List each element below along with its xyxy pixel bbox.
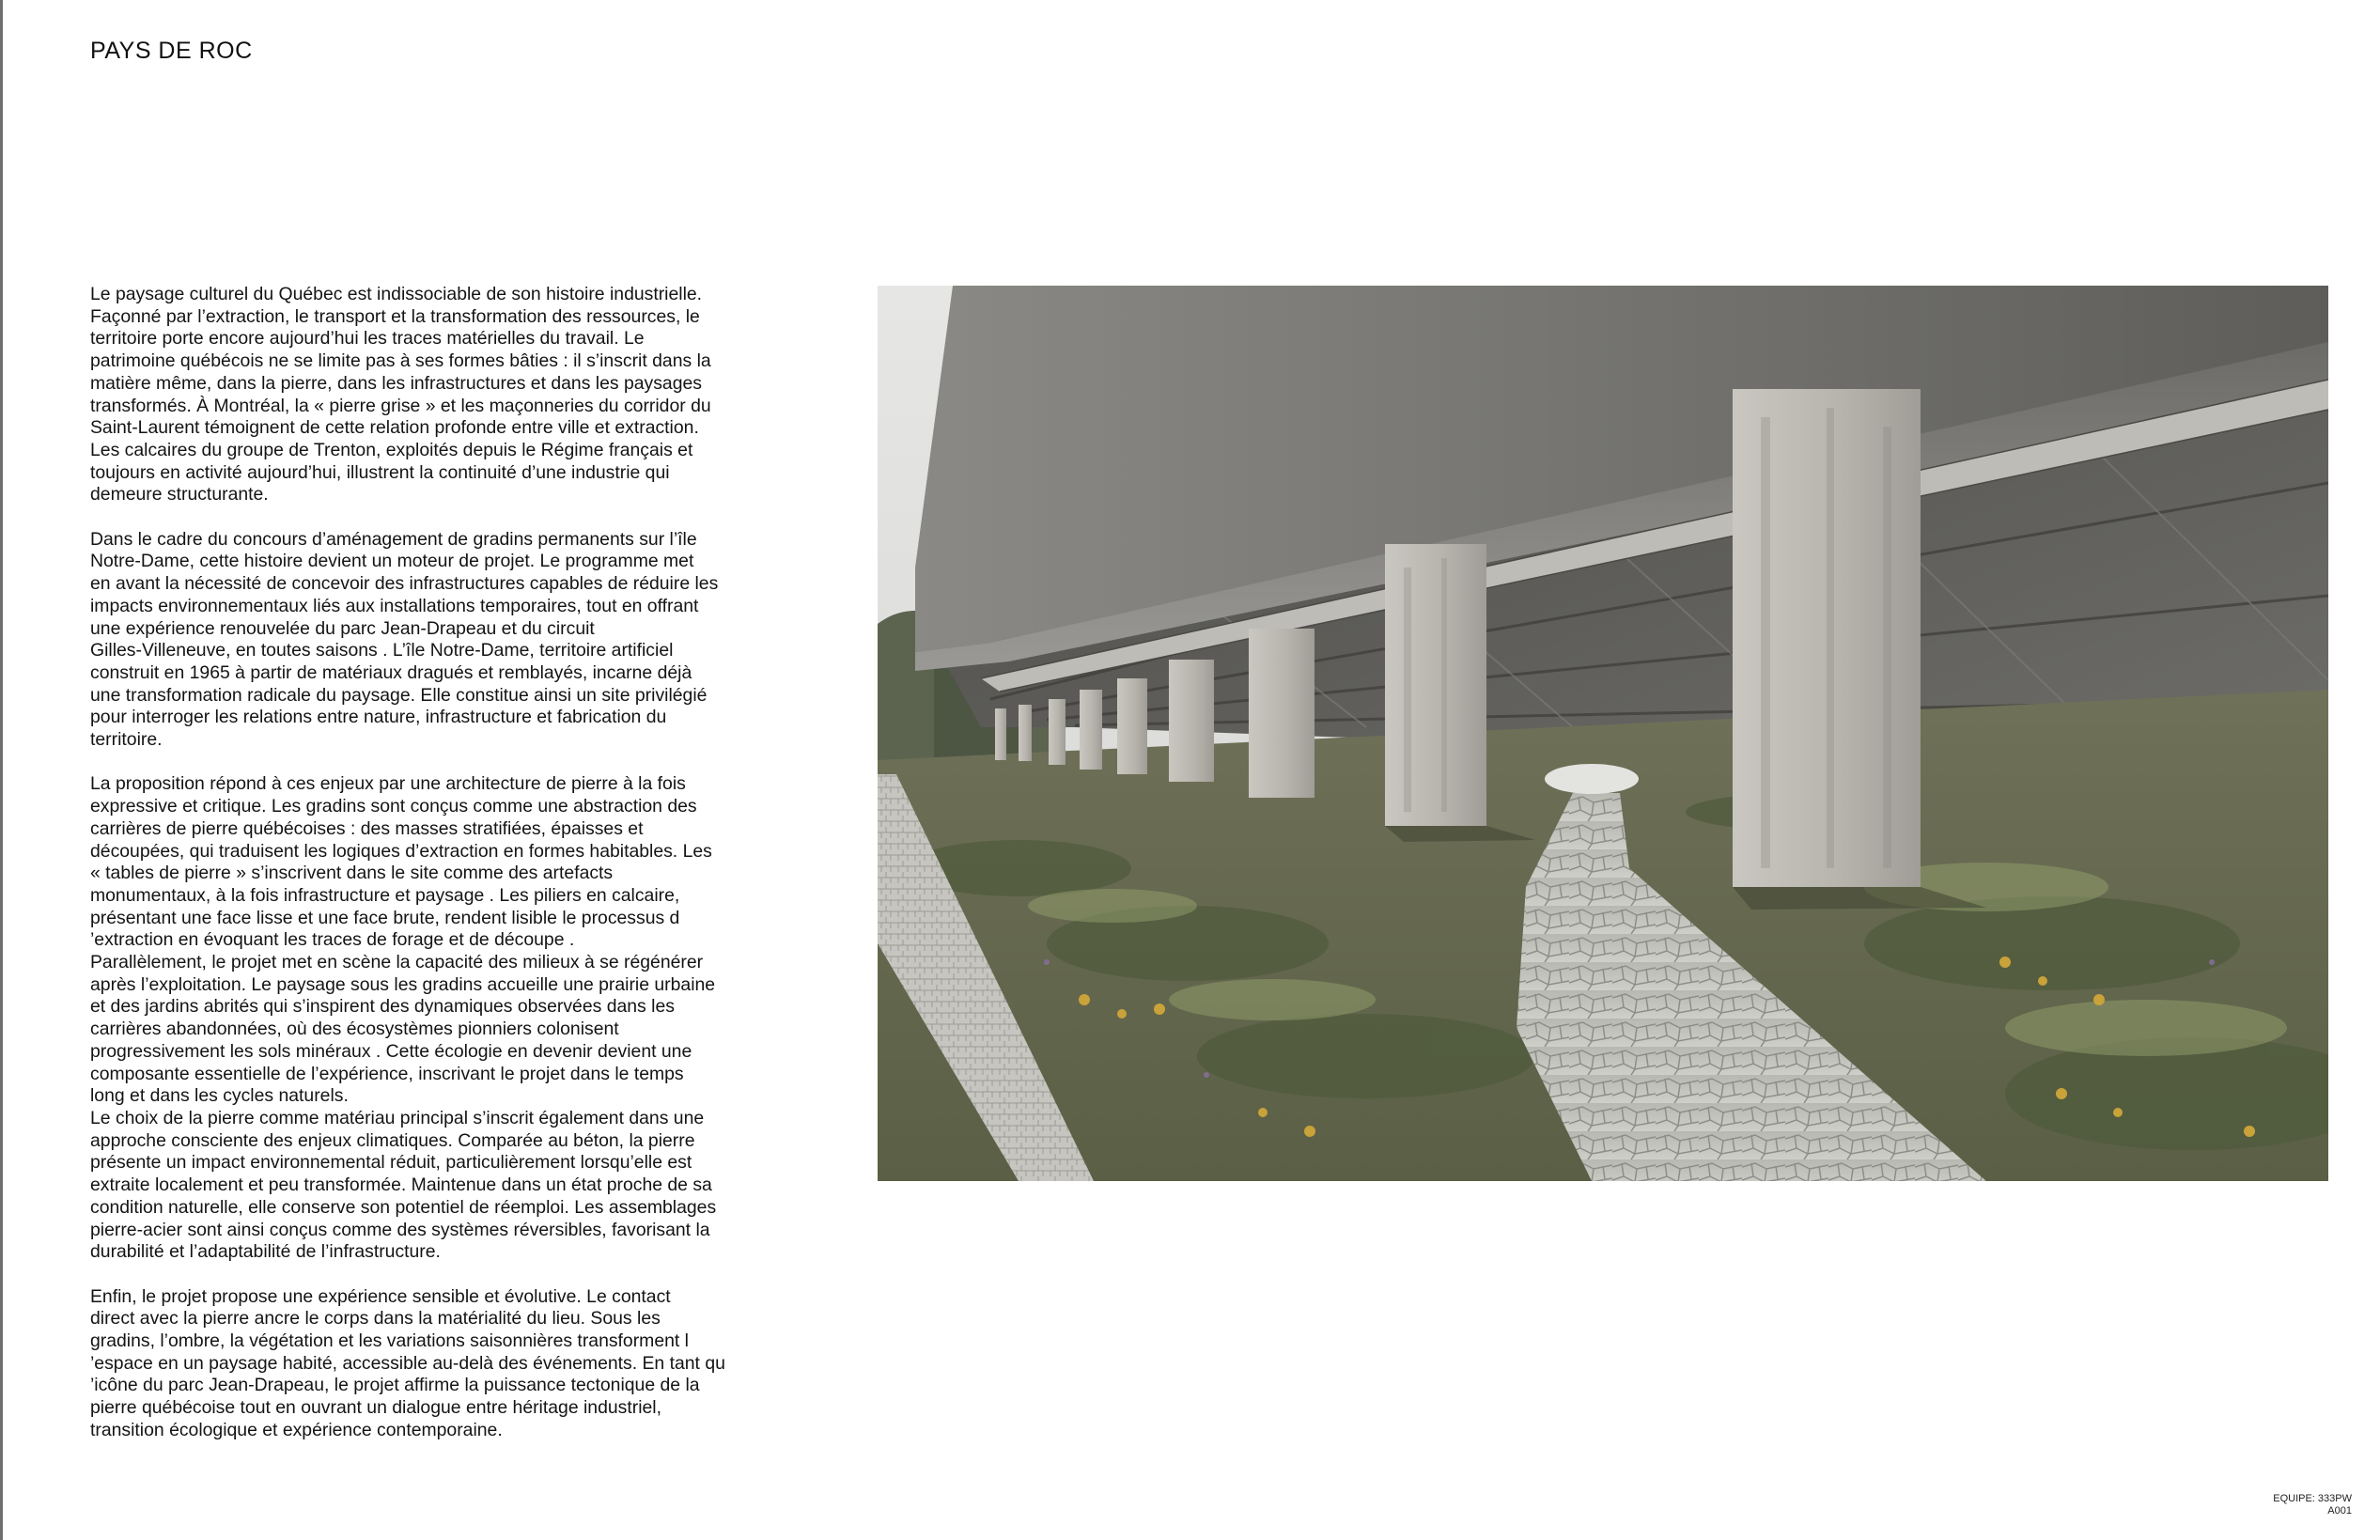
paragraph-context: Dans le cadre du concours d’aménagement de gradins permanents sur l’île Notre-Dame, cette histoire devient un moteur de projet. Le programme met en avant la nécessité de concevoir des infrastructures capables de réduire les impacts environnementaux liés aux installations temporaires, tout en offrant une expérience renouvelée du parc Jean-Drapeau et du circuit Gilles-Villeneuve, en toutes saisons . L’île Notre-Dame, territoire artificiel construit en 1965 à partir de matériaux dragués et remblayés, incarne déjà une transformation radicale du paysage. Elle constitue ainsi un site privilégié pour interroger les relations entre nature, infrastructure et fabrication du territoire. xyxy=(90,528,719,751)
paragraph-ecology: Parallèlement, le projet met en scène la capacité des milieux à se régénérer après l’exploitation. Le paysage sous les gradins accueille une prairie urbaine et des jardins abrités qui s’inspirent des dynamiques observées dans les carrières abandonnées, où des écosystèmes pionniers colonisent progressivement les sols minéraux . Cette écologie en devenir devient une composante essentielle de l’expérience, inscrivant le projet dans le temps long et dans les cycles naturels. xyxy=(90,952,716,1107)
sheet-footer xyxy=(2273,1493,2352,1517)
paragraph-material: Le choix de la pierre comme matériau principal s’inscrit également dans une approche consciente des enjeux climatiques. Comparée au béton, la pierre présente un impact environnemental réduit, particulièrement lorsqu’elle est extraite localement et peu transformée. Maintenue dans un état proche de sa condition naturelle, elle conserve son potentiel de réemploi. Les assemblages pierre-acier sont ainsi conçus comme des systèmes réversibles, favorisant la durabilité et l’adaptabilité de l’infrastructure. xyxy=(90,1107,717,1263)
sheet-number: A001 xyxy=(2327,1505,2352,1517)
stone-bleachers-rendering xyxy=(878,286,2328,1181)
paragraph-conclusion: Enfin, le projet propose une expérience sensible et évolutive. Le contact direct avec la pierre ancre le corps dans la matérialité du lieu. Sous les gradins, l’ombre, la végétation et les variations saisonnières transforment l ’espace en un paysage habité, accessible au-delà des événements. En tant qu ’icône du parc Jean-Drapeau, le projet affirme la puissance tectonique de la pierre québécoise tout en ouvrant un dialogue entre héritage industriel, transition écologique et expérience contemporaine. xyxy=(90,1285,725,1440)
paragraph-proposal: La proposition répond à ces enjeux par une architecture de pierre à la fois expressive et critique. Les gradins sont conçus comme une abstraction des carrières de pierre québécoises : des masses stratifiées, épaisses et découpées, qui traduisent les logiques d’extraction en formes habitables. Les « tables de pierre » s’inscrivent dans le site comme des artefacts monumentaux, à la fois infrastructure et paysage . Les piliers en calcaire, présentant une face lisse et une face brute, rendent lisible le processus d ’extraction en évoquant les traces de forage et de découpe . xyxy=(90,773,712,951)
team-label: EQUIPE: 333PW xyxy=(2273,1493,2352,1504)
rendering-image xyxy=(878,286,2328,1181)
paragraph-intro: Le paysage culturel du Québec est indissociable de son histoire industrielle. Façonné par l’extraction, le transport et la transformation des ressources, le territoire porte encore aujourd’hui les traces matérielles du travail. Le patrimoine québécois ne se limite pas à ses formes bâties : il s’inscrit dans la matière même, dans la pierre, dans les infrastructures et dans les paysages transformés. À Montréal, la « pierre grise » et les maçonneries du corridor du Saint-Laurent témoignent de cette relation profonde entre ville et extraction. Les calcaires du groupe de Trenton, exploités depuis le Régime français et toujours en activité aujourd’hui, illustrent la continuité d’une industrie qui demeure structurante. xyxy=(90,284,711,506)
page-title: PAYS DE ROC xyxy=(90,38,253,64)
body-text xyxy=(90,284,823,1464)
page-edge xyxy=(0,0,3,1540)
